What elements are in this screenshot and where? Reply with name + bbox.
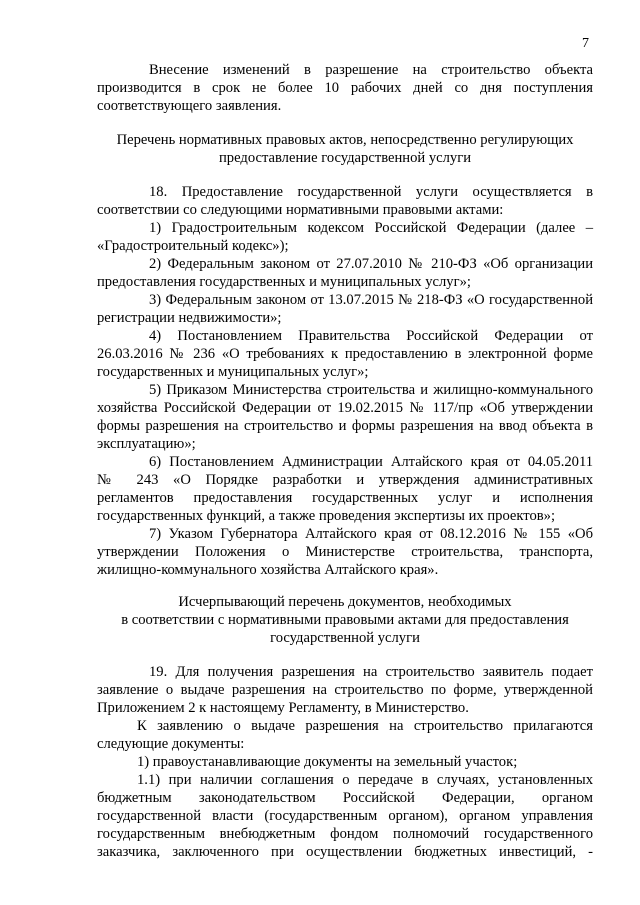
text-line: следующие документы: (97, 736, 245, 752)
text-line: бюджетным законодательством Российской Федерации, органом (97, 790, 593, 806)
text-line: 7) Указом Губернатора Алтайского края от 08.12.2016 № 155 «Об (149, 526, 593, 542)
text-line: 3) Федеральным законом от 13.07.2015 № 218-ФЗ «О государственной (149, 292, 593, 308)
text-line: К заявлению о выдаче разрешения на строительство прилагаются (137, 718, 593, 734)
text-line: 1) правоустанавливающие документы на земельный участок; (137, 754, 518, 770)
text-line: регламентов предоставления государственных услуг и исполнения (97, 490, 593, 506)
text-line: заявление о выдаче разрешения на строительство по форме, утвержденной (97, 682, 593, 698)
text-line: производится в срок не более 10 рабочих дней со дня поступления (97, 80, 593, 96)
text-line: эксплуатацию»; (97, 436, 196, 452)
section-heading: Перечень нормативных правовых актов, непосредственно регулирующих (116, 132, 574, 148)
section-heading: в соответствии с нормативными правовыми актами для предоставления (121, 612, 569, 628)
text-line: хозяйства Российской Федерации от 19.02.2015 № 117/пр «Об утверждении (97, 400, 593, 416)
text-line: 19. Для получения разрешения на строительство заявитель подает (149, 664, 593, 680)
text-line: регистрации недвижимости»; (97, 310, 282, 326)
page-number: 7 (582, 36, 589, 51)
text-line: «Градостроительный кодекс»); (97, 238, 289, 254)
text-line: Приложением 2 к настоящему Регламенту, в Министерство. (97, 700, 469, 716)
text-line: государственным внебюджетным фондом полномочий государственного (97, 826, 593, 842)
text-line: 4) Постановлением Правительства Российской Федерации от (149, 328, 593, 344)
text-line: заказчика, заключенного при осуществлении бюджетных инвестиций, - (97, 844, 593, 860)
text-line: 6) Постановлением Администрации Алтайского края от 04.05.2011 (149, 454, 593, 470)
text-line: утверждении Положения о Министерстве строительства, транспорта, (97, 544, 593, 560)
text-line: жилищно-коммунального хозяйства Алтайского края». (97, 562, 439, 578)
text-line: 1) Градостроительным кодексом Российской Федерации (далее – (149, 220, 593, 236)
text-line: предоставления государственных и муниципальных услуг»; (97, 274, 471, 290)
text-line: формы разрешения на строительство и формы разрешения на ввод объекта в (97, 418, 593, 434)
section-heading: государственной услуги (270, 630, 420, 646)
text-line: соответствующего заявления. (97, 98, 282, 114)
text-line: государственных и муниципальных услуг»; (97, 364, 369, 380)
text-line: 2) Федеральным законом от 27.07.2010 № 210-ФЗ «Об организации (149, 256, 593, 272)
text-line: № 243 «О Порядке разработки и утверждения административных (97, 472, 593, 488)
text-line: Внесение изменений в разрешение на строительство объекта (149, 62, 593, 78)
text-line: 26.03.2016 № 236 «О требованиях к предоставлению в электронной форме (97, 346, 593, 362)
text-line: 1.1) при наличии соглашения о передаче в случаях, установленных (137, 772, 593, 788)
text-line: 18. Предоставление государственной услуги осуществляется в (149, 184, 593, 200)
text-line: 5) Приказом Министерства строительства и жилищно-коммунального (149, 382, 593, 398)
text-line: соответствии со следующими нормативными правовыми актами: (97, 202, 504, 218)
section-heading: предоставление государственной услуги (219, 150, 471, 166)
text-line: государственной власти (государственным органом), органом управления (97, 808, 593, 824)
section-heading: Исчерпывающий перечень документов, необходимых (178, 594, 512, 610)
text-line: государственных функций, а также проведения экспертизы их проектов»; (97, 508, 556, 524)
